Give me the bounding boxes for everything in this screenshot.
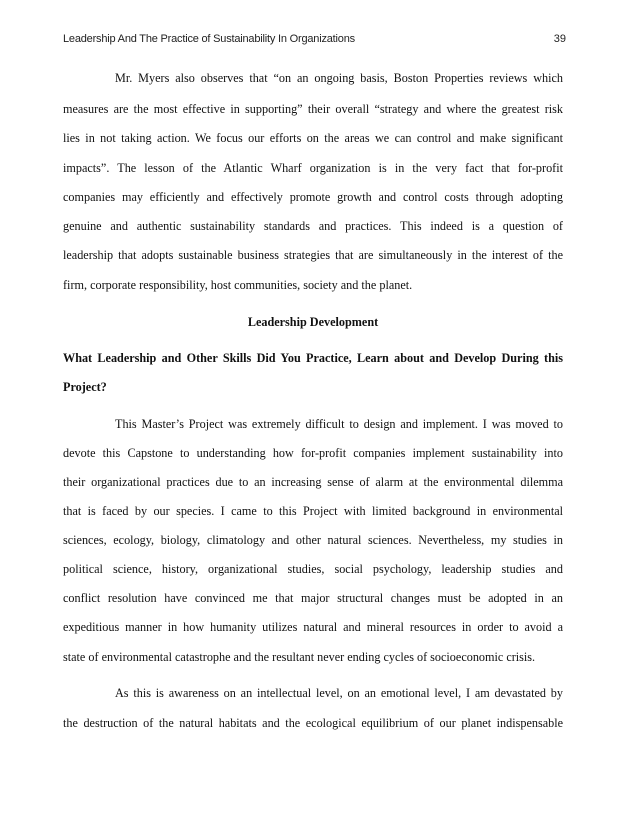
paragraph-1-line: impacts”. The lesson of the Atlantic Wharf organization is in the very fact that for-profit [63, 161, 563, 175]
paragraph-2-line: their organizational practices due to an increasing sense of alarm at the environmental dilemma [63, 475, 563, 489]
paragraph-2-line: sciences, ecology, biology, climatology and other natural sciences. Nevertheless, my studies in [63, 533, 563, 547]
paragraph-1-line: Mr. Myers also observes that “on an ongoing basis, Boston Properties reviews which [115, 71, 563, 85]
paragraph-2-line: that is faced by our species. I came to this Project with limited background in environmental [63, 504, 563, 518]
paragraph-2-line: expeditious manner in how humanity utilizes natural and mineral resources in order to avoid a [63, 620, 563, 634]
paragraph-1-line: lies in not taking action. We focus our efforts on the areas we can control and make significant [63, 131, 563, 145]
paragraph-3-line: As this is awareness on an intellectual level, on an emotional level, I am devastated by [115, 686, 563, 700]
paragraph-3-line: the destruction of the natural habitats and the ecological equilibrium of our planet indispensable [63, 716, 563, 730]
paragraph-2-line: political science, history, organizational studies, social psychology, leadership studies and [63, 562, 563, 576]
page-number: 39 [553, 33, 566, 45]
paragraph-1-line: leadership that adopts sustainable business strategies that are simultaneously in the interest of the [63, 248, 563, 262]
question-heading-line: Project? [63, 380, 107, 394]
page-header [63, 33, 566, 49]
question-heading-line: What Leadership and Other Skills Did You Practice, Learn about and Develop During this [63, 351, 563, 365]
running-title: Leadership And The Practice of Sustainability In Organizations [63, 33, 355, 45]
paragraph-1-line: companies may efficiently and effectively promote growth and control costs through adopting [63, 190, 563, 204]
paragraph-1-line: firm, corporate responsibility, host communities, society and the planet. [63, 278, 413, 292]
paragraph-2-line: This Master’s Project was extremely difficult to design and implement. I was moved to [115, 417, 563, 431]
section-heading: Leadership Development [247, 315, 379, 329]
paragraph-1-line: measures are the most effective in supporting” their overall “strategy and where the greatest risk [63, 102, 563, 116]
paragraph-2-line: state of environmental catastrophe and the resultant never ending cycles of socioeconomic crisis. [63, 650, 536, 664]
paragraph-1-line: genuine and authentic sustainability standards and practices. This indeed is a question of [63, 219, 563, 233]
paragraph-2-line: devote this Capstone to understanding how for-profit companies implement sustainability into [63, 446, 563, 460]
paragraph-2-line: conflict resolution have convinced me that major structural changes must be adopted in an [63, 591, 563, 605]
